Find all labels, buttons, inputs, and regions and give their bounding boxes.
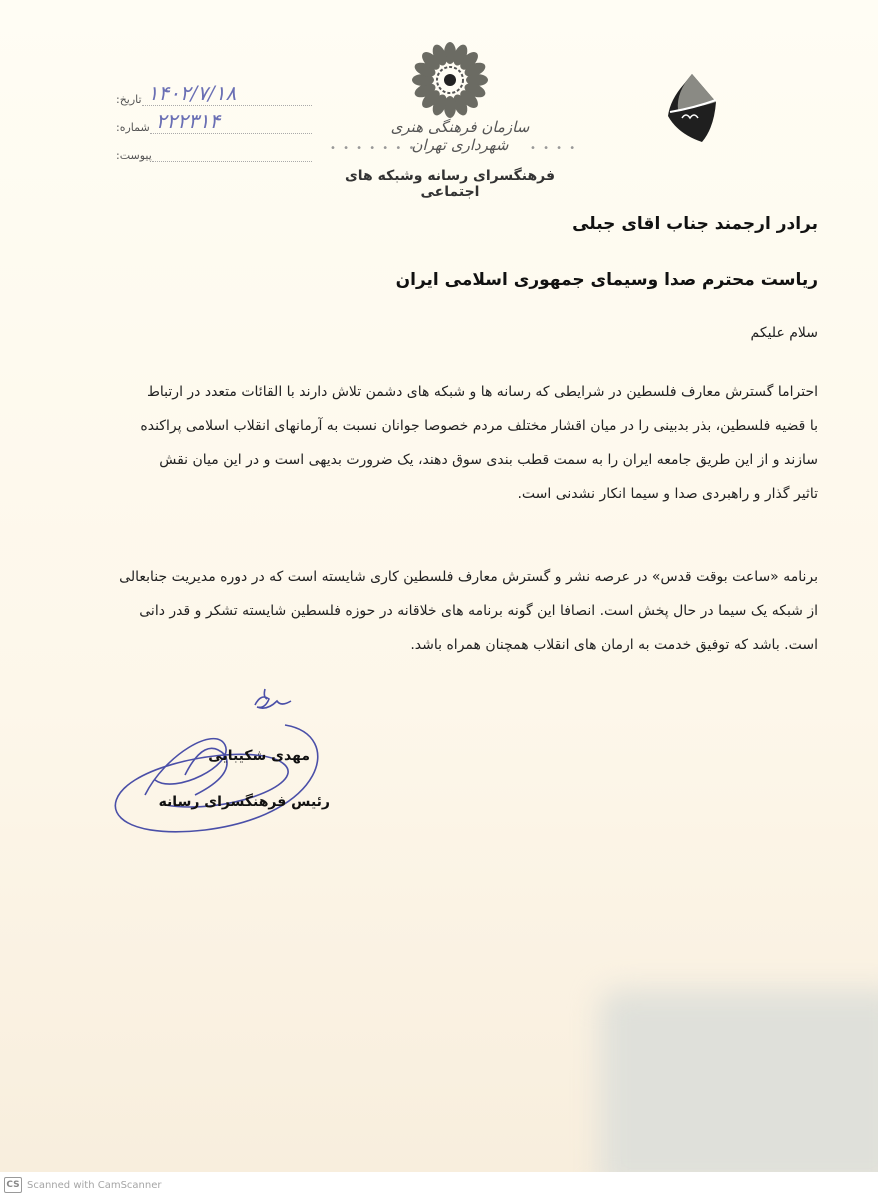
paragraph-line: احتراما گسترش معارف فلسطین در شرایطی که رسانه ها و شبکه های دشمن تلاش دارند با القائات متعدد در ارتباط [146,384,818,400]
paragraph-1 [58,375,818,511]
leaf-emblem-icon [664,72,720,144]
paragraph-line: است. باشد که توفیق خدمت به ارمان های انقلاب همچنان همراه باشد. [410,637,818,653]
flower-rosette-icon [400,40,500,120]
signatory-name: مهدی شکیبایی [208,748,310,764]
date-label: تاریخ: [116,93,142,106]
paragraph-line: از شبکه یک سیما در حال پخش است. انصافا این گونه برنامه های خلاقانه در حوزه فلسطین شایسته تشکر و قدر دانی [139,603,818,619]
paragraph-2 [58,560,818,662]
paragraph-line: سازند و از این طریق جامعه ایران را به سمت قطب بندی سوق دهند، یک ضرورت بدیهی است و در این میان نقش [159,452,818,468]
decorative-dots: • • • • [530,143,578,154]
greeting: سلام علیکم [750,325,818,341]
signatory-title: رئیس فرهنگسرای رسانه [158,794,330,810]
camscanner-logo-icon: CS [4,1177,22,1193]
number-label: شماره: [116,121,150,134]
number-value: ۲۲۲۳۱۴ [155,109,221,133]
org-calligraphy: سازمان فرهنگی هنری شهرداری تهران [390,118,530,154]
letter-meta [112,78,312,162]
org-name: فرهنگسرای رسانه وشبکه های اجتماعی [344,168,556,200]
recipient-line-2: ریاست محترم صدا وسیمای جمهوری اسلامی ایران [395,270,818,290]
paragraph-line: با قضیه فلسطین، بذر بدبینی را در میان اقشار مختلف مردم خصوصا جوانان نسبت به آرمانهای انقلاب اسلامی پراکنده [140,418,818,434]
number-row [112,106,312,134]
page-shadow [600,990,878,1172]
attachment-row [112,134,312,162]
paragraph-line: تاثیر گذار و راهبردی صدا و سیما انکار نشدنی است. [517,486,818,502]
paragraph-line: برنامه «ساعت بوقت قدس» در عرصه نشر و گسترش معارف فلسطین کاری شایسته است که در دوره مدیریت جنابعالی [119,569,818,585]
recipient-line-1: برادر ارجمند جناب اقای جبلی [572,214,818,234]
watermark-text: Scanned with CamScanner [27,1179,162,1191]
date-value: ۱۴۰۲/۷/۱۸ [147,81,237,105]
decorative-dots: • • • • • • • [330,143,417,154]
date-row [112,78,312,106]
attachment-label: پیوست: [116,149,152,162]
scanner-watermark [4,1177,162,1193]
